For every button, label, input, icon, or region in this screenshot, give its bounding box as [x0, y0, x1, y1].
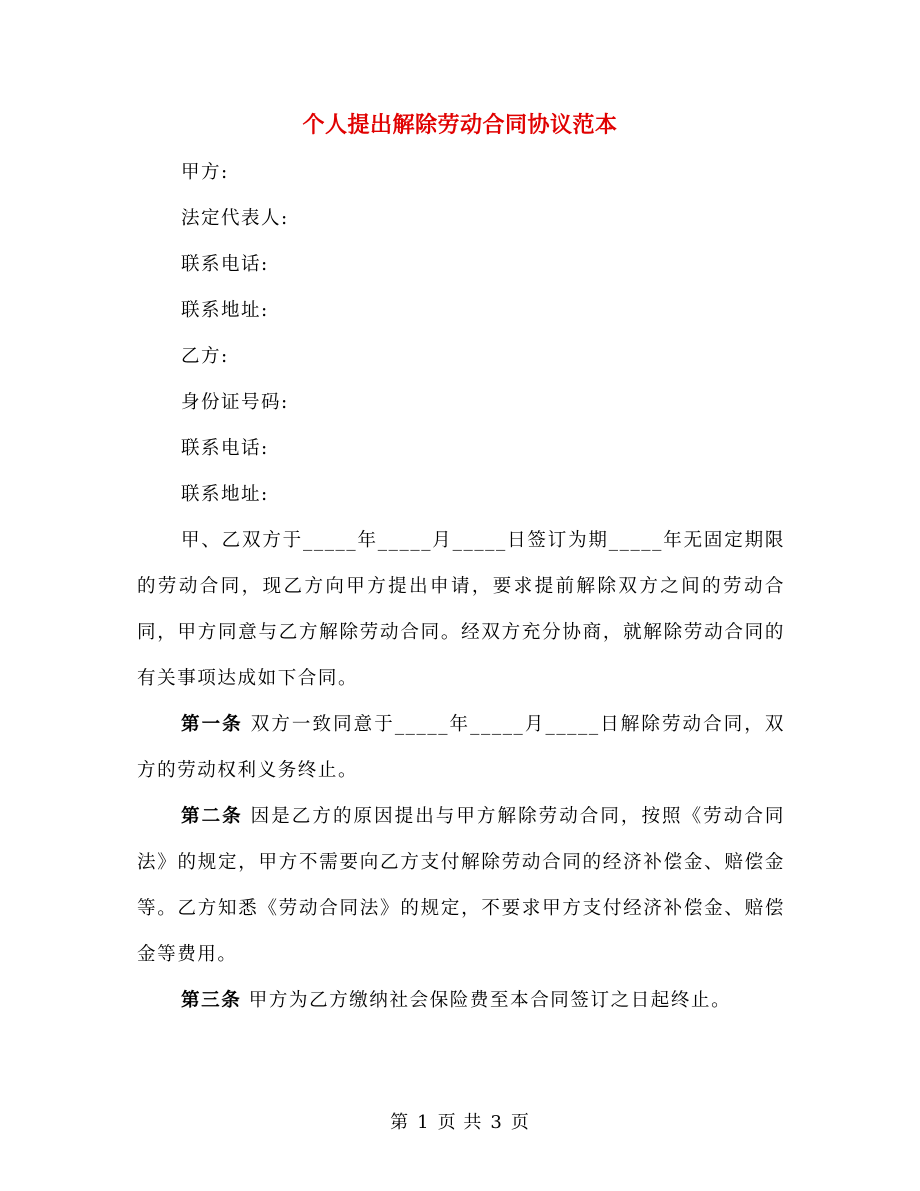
footer-total-pages: 3: [490, 1112, 503, 1133]
footer-prefix: 第: [390, 1112, 410, 1133]
party-a-label: 甲方:: [181, 162, 229, 183]
party-a-address-label: 联系地址:: [181, 300, 269, 321]
footer-current-page: 1: [417, 1112, 430, 1133]
document-title: 个人提出解除劳动合同协议范本: [302, 112, 618, 138]
footer-mid: 页 共: [437, 1112, 483, 1133]
article-1: [137, 702, 785, 794]
article-3-heading: 第三条: [181, 990, 242, 1011]
article-2: [137, 794, 785, 978]
article-3: [137, 978, 785, 1024]
party-b-id-number-label: 身份证号码:: [181, 392, 289, 413]
article-2-heading: 第二条: [181, 806, 243, 827]
party-b-label: 乙方:: [181, 346, 229, 367]
footer-suffix: 页: [510, 1112, 530, 1133]
intro-paragraph: 甲、乙双方于_____年_____月_____日签订为期_____年无固定期限的劳动合同，现乙方向甲方提出申请，要求提前解除双方之间的劳动合同，甲方同意与乙方解除劳动合同。经双方充分协商，就解除劳动合同的有关事项达成如下合同。: [137, 530, 785, 689]
article-2-text: 因是乙方的原因提出与甲方解除劳动合同，按照《劳动合同法》的规定，甲方不需要向乙方支付解除劳动合同的经济补偿金、赔偿金等。乙方知悉《劳动合同法》的规定，不要求甲方支付经济补偿金、赔偿金等费用。: [137, 806, 785, 965]
article-3-text: 甲方为乙方缴纳社会保险费至本合同签订之日起终止。: [241, 990, 732, 1011]
article-1-heading: 第一条: [181, 714, 243, 735]
party-b-phone-label: 联系电话:: [181, 438, 269, 459]
party-a-phone-label: 联系电话:: [181, 254, 269, 275]
page-footer: [0, 1110, 920, 1136]
article-1-text: 双方一致同意于_____年_____月_____日解除劳动合同，双方的劳动权利义务终止。: [137, 714, 785, 781]
party-b-address-label: 联系地址:: [181, 484, 269, 505]
party-a-legal-rep-label: 法定代表人:: [181, 208, 289, 229]
